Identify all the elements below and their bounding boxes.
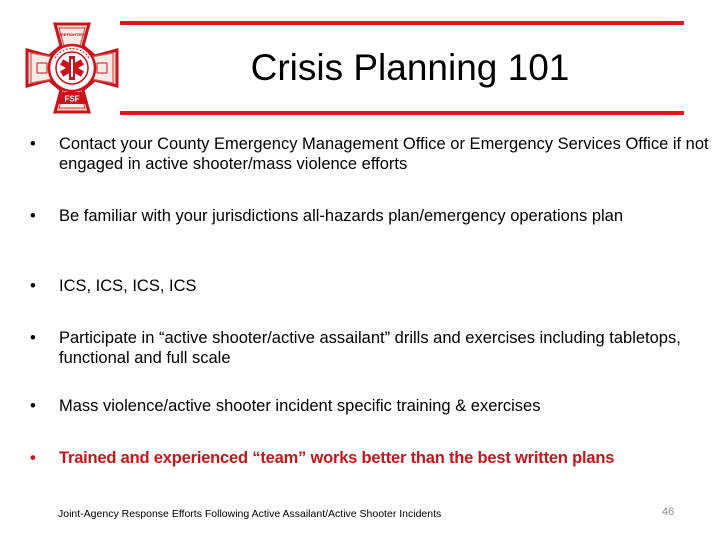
bullet-item: [30, 276, 710, 296]
bullet-marker: •: [30, 329, 36, 347]
bullet-marker: •: [30, 207, 36, 225]
bullet-marker: •: [30, 135, 36, 153]
firefighter-maltese-cross-logo: [25, 22, 119, 114]
bullet-item: [30, 328, 710, 368]
slide-footer: Joint-Agency Response Efforts Following Active Assailant/Active Shooter Incidents: [58, 508, 442, 520]
bullet-item: [30, 396, 710, 416]
bullet-text: Trained and experienced “team” works better than the best written plans: [59, 449, 615, 467]
logo-top-text: FIREFIGHTERS: [57, 32, 87, 37]
bullet-item: [30, 206, 710, 226]
bullet-text: Participate in “active shooter/active assailant” drills and exercises including tabletops, functional and full scale: [59, 329, 681, 367]
title-rule-bottom: [120, 111, 684, 115]
bullet-text: Mass violence/active shooter incident specific training & exercises: [59, 397, 541, 415]
bullet-text: Be familiar with your jurisdictions all-hazards plan/emergency operations plan: [59, 207, 624, 225]
title-rule-top: [120, 21, 684, 25]
logo-bottom-text: FSF: [64, 94, 80, 104]
bullet-marker: •: [30, 277, 36, 295]
bullet-item: [30, 134, 710, 174]
bullet-text: ICS, ICS, ICS, ICS: [59, 277, 197, 295]
bullet-marker: •: [30, 449, 36, 467]
bullet-text: Contact your County Emergency Management Office or Emergency Services Office if not engaged in active shooter/mass violence efforts: [59, 135, 709, 173]
bullet-item-emphasized: [30, 448, 710, 468]
page-number: 46: [662, 506, 675, 518]
slide-title: Crisis Planning 101: [250, 47, 570, 88]
bullet-marker: •: [30, 397, 36, 415]
